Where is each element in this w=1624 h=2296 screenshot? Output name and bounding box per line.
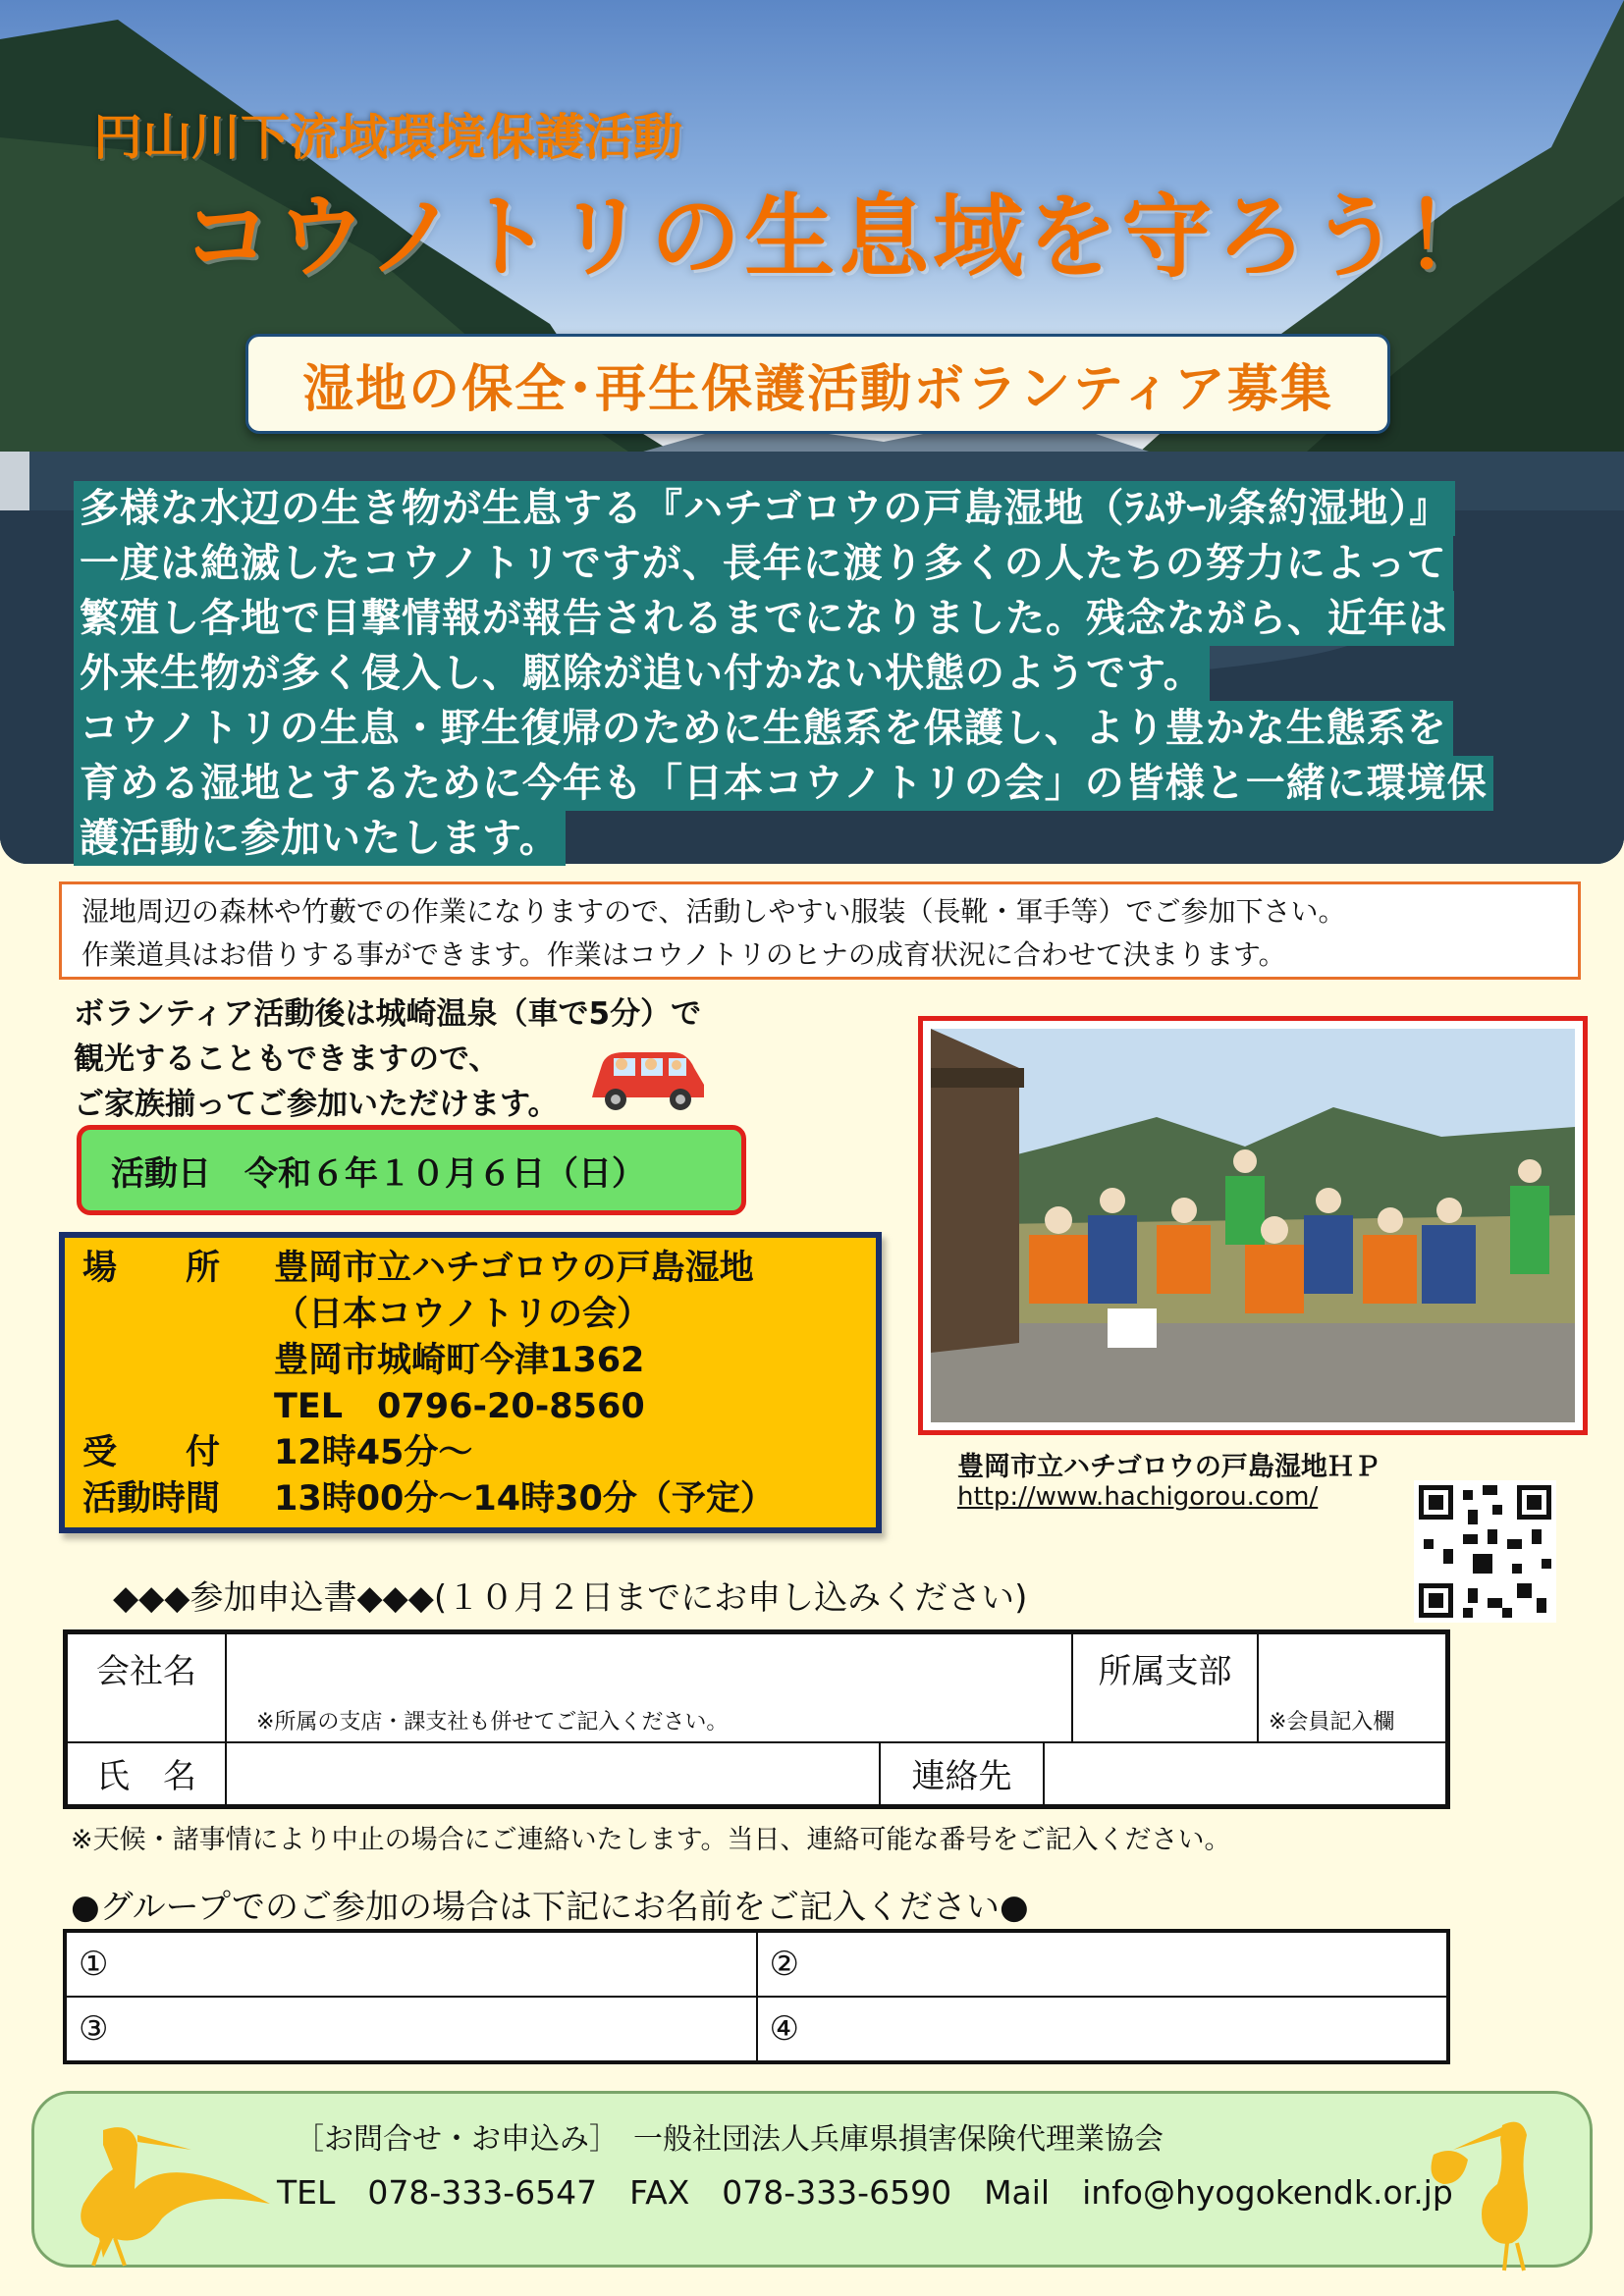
group-slot-4[interactable]: ④ bbox=[757, 1997, 1449, 2062]
contact-field[interactable] bbox=[1045, 1743, 1445, 1804]
info-row bbox=[82, 1430, 858, 1476]
intro-text bbox=[74, 481, 1605, 866]
info-label bbox=[82, 1338, 274, 1384]
application-form bbox=[63, 1629, 1450, 1809]
group-photo-image bbox=[931, 1029, 1575, 1422]
intro-line: 外来生物が多く侵入し、駆除が追い付かない状態のようです。 bbox=[74, 646, 1210, 701]
group-slot-1[interactable]: ① bbox=[65, 1931, 757, 1997]
info-value: 豊岡市城崎町今津1362 bbox=[274, 1341, 645, 1380]
info-row bbox=[82, 1476, 858, 1522]
car-icon bbox=[584, 1041, 712, 1114]
qr-code-icon bbox=[1414, 1480, 1556, 1623]
branch-label: 所属支部 bbox=[1072, 1632, 1258, 1742]
hero-title: コウノトリの生息域を守ろう！ bbox=[182, 185, 1499, 290]
contact-label: 連絡先 bbox=[881, 1743, 1045, 1804]
intro-line: 護活動に参加いたします。 bbox=[74, 811, 566, 866]
info-row bbox=[82, 1292, 858, 1338]
intro-line: 多様な水辺の生き物が生息する『ハチゴロウの戸島湿地（ﾗﾑｻｰﾙ条約湿地）』 bbox=[74, 481, 1455, 536]
recruit-banner: 湿地の保全･再生保護活動ボランティア募集 bbox=[245, 334, 1390, 434]
notice-line: 湿地周辺の森林や竹藪での作業になりますので、活動しやすい服装（長靴・軍手等）でご参加下さい。 bbox=[81, 895, 1346, 928]
intro-line: 育める湿地とするために今年も「日本コウノトリの会」の皆様と一緒に環境保 bbox=[74, 756, 1493, 811]
group-table bbox=[63, 1929, 1450, 2064]
name-field[interactable] bbox=[227, 1743, 881, 1804]
info-row bbox=[82, 1246, 858, 1292]
info-value: 12時45分～ bbox=[274, 1433, 473, 1472]
info-value: （日本コウノトリの会） bbox=[274, 1295, 651, 1334]
hero-subtitle: 円山川下流域環境保護活動 bbox=[93, 109, 682, 166]
group-slot-2[interactable]: ② bbox=[757, 1931, 1449, 1997]
info-row bbox=[82, 1384, 858, 1430]
group-slot-3[interactable]: ③ bbox=[65, 1997, 757, 2062]
stork-left-icon bbox=[44, 2110, 280, 2268]
onsen-line: 観光することもできますので、 bbox=[74, 1041, 500, 1077]
branch-note: ※会員記入欄 bbox=[1269, 1709, 1395, 1735]
company-label: 会社名 bbox=[66, 1632, 227, 1742]
hp-link[interactable]: http://www.hachigorou.com/ bbox=[957, 1482, 1319, 1512]
info-label bbox=[82, 1292, 274, 1338]
intro-line: 繁殖し各地で目撃情報が報告されるまでになりました。残念ながら、近年は bbox=[74, 591, 1454, 646]
notice-line: 作業道具はお借りする事ができます。作業はコウノトリのヒナの成育状況に合わせて決まります。 bbox=[81, 938, 1286, 971]
group-photo bbox=[918, 1016, 1588, 1435]
info-value: 13時00分～14時30分（予定） bbox=[274, 1479, 775, 1519]
info-value: TEL 0796-20-8560 bbox=[274, 1387, 645, 1426]
info-box bbox=[59, 1232, 882, 1533]
group-heading: ●グループでのご参加の場合は下記にお名前をご記入ください● bbox=[71, 1888, 1029, 1927]
company-field[interactable] bbox=[226, 1632, 1072, 1742]
info-label: 活動時間 bbox=[82, 1479, 221, 1519]
info-label: 場 所 bbox=[82, 1249, 221, 1288]
onsen-line: ボランティア活動後は城崎温泉（車で5分）で bbox=[74, 996, 702, 1032]
intro-line: コウノトリの生息・野生復帰のために生態系を保護し、より豊かな生態系を bbox=[74, 701, 1453, 756]
intro-line: 一度は絶滅したコウノトリですが、長年に渡り多くの人たちの努力によって bbox=[74, 536, 1453, 591]
contact-org: ［お問合せ・お申込み］ 一般社団法人兵庫県損害保険代理業協会 bbox=[295, 2122, 1164, 2157]
info-label bbox=[82, 1384, 274, 1430]
onsen-line: ご家族揃ってご参加いただけます。 bbox=[74, 1087, 559, 1122]
info-value: 豊岡市立ハチゴロウの戸島湿地 bbox=[274, 1249, 754, 1288]
info-label: 受 付 bbox=[82, 1433, 221, 1472]
activity-date: 活動日 令和６年１０月６日（日） bbox=[77, 1125, 746, 1215]
company-note: ※所属の支店・課支社も併せてご記入ください。 bbox=[256, 1709, 729, 1735]
branch-field[interactable] bbox=[1258, 1632, 1448, 1742]
name-label: 氏 名 bbox=[66, 1742, 227, 1807]
info-row bbox=[82, 1338, 858, 1384]
hp-title: 豊岡市立ハチゴロウの戸島湿地ＨＰ bbox=[957, 1452, 1380, 1482]
form-heading: ◆◆◆参加申込書◆◆◆(１０月２日までにお申し込みください) bbox=[113, 1578, 1028, 1618]
form-note: ※天候・諸事情により中止の場合にご連絡いたします。当日、連絡可能な番号をご記入ください。 bbox=[71, 1825, 1231, 1855]
notice-box bbox=[59, 881, 1581, 980]
contact-details: TEL 078-333-6547 FAX 078-333-6590 Mail info@hyogokendk.or.jp bbox=[277, 2173, 1453, 2212]
